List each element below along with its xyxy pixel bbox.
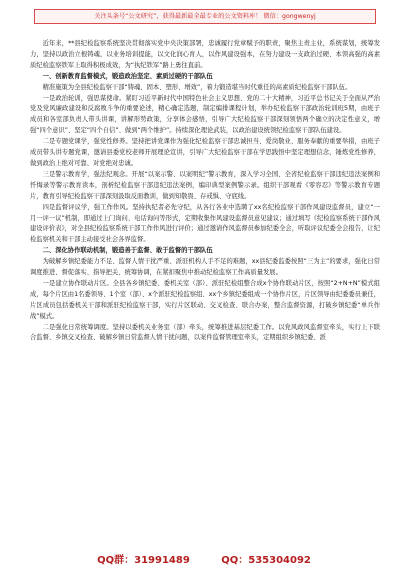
promo-banner[interactable]: 关注头条号“公文研究”，获得最新最全最专业的公文资料库！ 微信：gongwenyj xyxy=(34,9,376,24)
footer-qq-group: QQ群：31991489 xyxy=(97,555,190,566)
body-paragraph: 二是专题党课学，强党性修养。坚持把讲党课作为强化纪检监察干部忠诚担当、爱岗敬业、服务奉献的重要举措，由班子成员带头讲专题党课，邀请县委党校老师开展理论宣讲，引导广大纪检监察干部在学思践悟中坚定理想信念，锤炼党性修养，做到政治上绝对可靠、对党绝对忠诚。 xyxy=(30,138,380,167)
footer-qq: QQ：535304092 xyxy=(221,555,311,566)
document-body xyxy=(30,39,380,544)
body-paragraph: 精准施策为全县纪检监察干部“铸魂、固本、塑形、增效”，着力锻造堪当时代重任的高素质纪检监察干部队伍。 xyxy=(42,83,352,91)
body-paragraph: 为破解乡镇纪委能力不足、监督人情干扰严重、派驻机构人手不足的难题，xx县纪委监委按照“三为主”的要求，强化日常调度推进、督促落实、指导把关、统筹协调，在紧扣聚焦中推动纪检监察工作高质量发展。 xyxy=(30,258,380,277)
section-heading: 二、深化协作联动机制，锻造善于监督、敢于监督的干部队伍 xyxy=(42,247,213,255)
page-footer xyxy=(0,551,408,565)
section-heading: 一、创新教育监督模式，锻造政治坚定、素质过硬的干部队伍 xyxy=(42,72,213,80)
body-paragraph: 一是政治轮训，强思谋使命。紧盯习近平新时代中国特色社会主义思想、党的二十大精神，习近平总书记关于全面从严治党及党风廉政建设和反腐败斗争的重要论述，精心确定选题，制定编排课程计划，举办纪检监察干部政治轮训班5期，由班子成员和各室部负责人带头讲课，讲解形势政策，分享体会感悟，引导广大纪检监察干部深刻领悟两个确立的决定性意义，增强“四个意识”、坚定“四个自信”、做到“两个维护”。持续深化理论武装，以政治建设统领纪检监察干部队伍建设。 xyxy=(30,94,380,135)
body-paragraph: 一是建立协作联动片区。全县各乡镇纪委、委机关室（部）、派驻纪检组整合成x个协作联动片区，按照“2+N+N”模式组成，每个片区由1名委领导、1个室（部）、x个派驻纪检监察组、xx个乡镇纪委组成一个协作片区，片区领导由纪委委员兼任，片区成员包括委机关干部和派驻纪检监察干部，实行片区联动、交叉检查、联合办案，整合监督资源，打破乡镇纪委“单兵作战”模式。 xyxy=(30,279,380,320)
body-paragraph: 近年来，**县纪检监察系统坚决贯彻落实党中央决策部署，忠诚履行党章赋予的职责，聚焦主责主业，系统谋划，统筹发力，坚持以政治立根铸魂，以业务培训提能，以文化润心育人，以作风建设强本，在努力建设一支政治过硬、本领高强的高素质纪检监察铁军上取得积极成效，为“执纪铁军”路上勇往直前。 xyxy=(30,40,380,69)
body-paragraph: 四是监督评议学，强工作作风。坚持执纪者必先守纪，从各行各业中选聘了xx名纪检监察干部作风建设监督员，建立“一月一评一议”机制，即通过上门询问、电话询问等形式，定期收集作风建设监督员意见建议；通过填写《纪检监察系统干部作风建设评价表》，对全县纪检监察系统干部工作作风进行评价；通过邀请作风监督员参加纪委全会，听取评议纪委全会报告，让纪检监察机关和干部主动接受社会各界监督。 xyxy=(30,203,380,244)
body-paragraph: 三是警示教育学，强法纪观念。开展“以案示警、以案明纪”警示教育，深入学习全国、全省纪检监察干部违纪违法案例和忏悔录等警示教育读本，剖析纪检监察干部违纪违法案例，编印典型案例警示录。组织干部观看《零容忍》等警示教育专题片，教育引导纪检监察干部深刻汲取反面教训，做到知敬畏、存戒惧、守底线。 xyxy=(30,170,380,200)
body-paragraph: 二是强化日常统筹调度。坚持以委机关业务室（部）牵头，统筹推进基层纪委工作。以党风政风监督室牵头，实行上下联合监督、乡镇交叉检查、破解乡镇日常监督人情干扰问题，以案件监督管理室牵头，定期组织乡镇纪委、派 xyxy=(30,323,380,342)
